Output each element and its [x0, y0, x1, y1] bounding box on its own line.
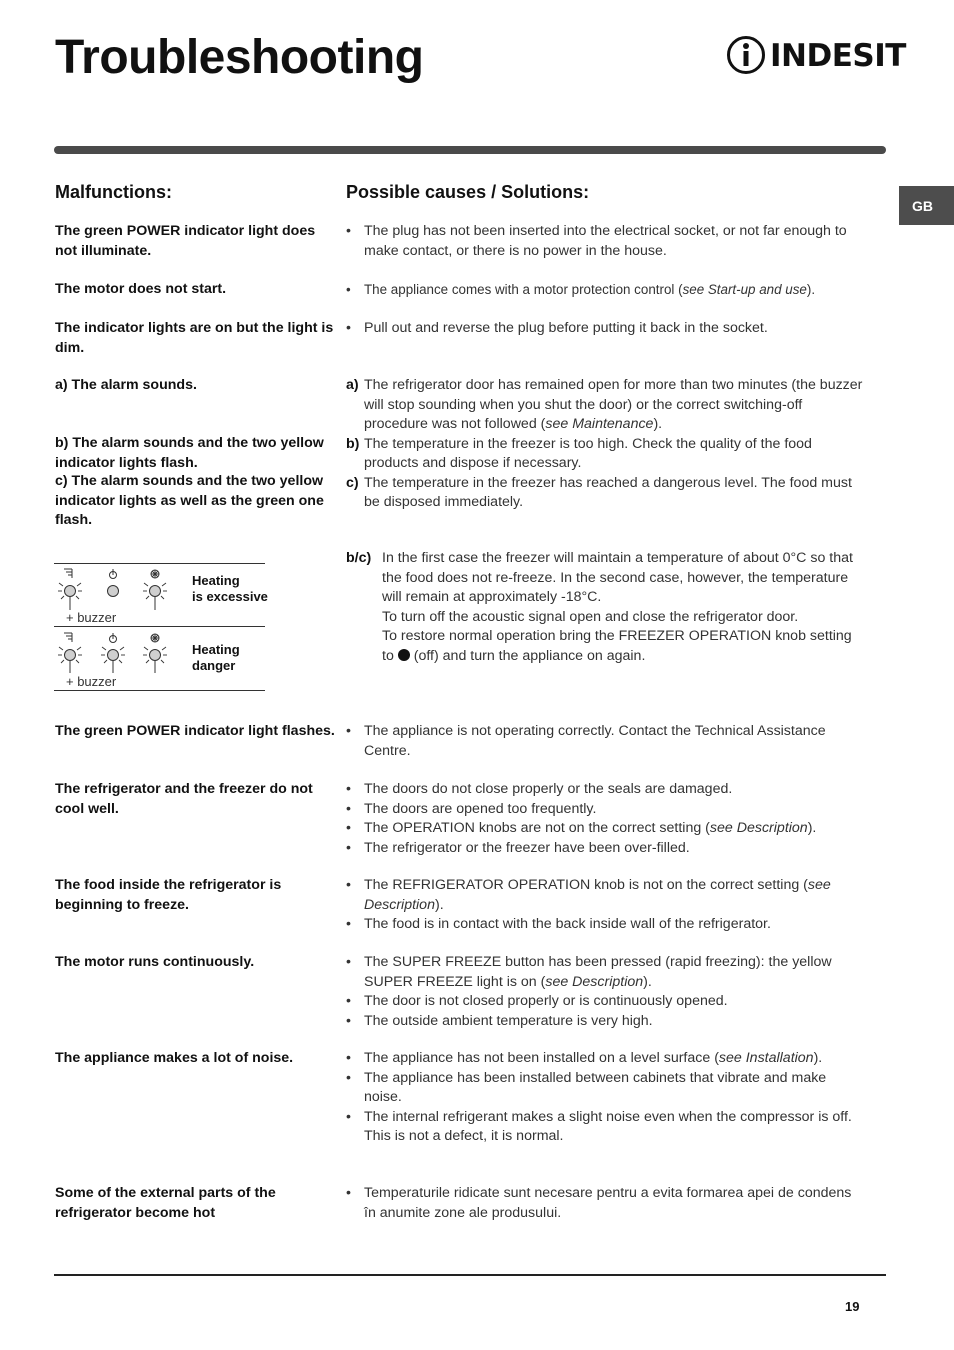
list-item: • The refrigerator or the freezer have been over-filled. [346, 839, 866, 859]
solution-motor-continuous [346, 953, 866, 1031]
alarm-a-text: a) The refrigerator door has remained open for more than two minutes (the buzzer will stop sounding when you shut the door) or the correct switching-off procedure was not followed (see Maintenance). [346, 377, 863, 432]
malfunctions-heading: Malfunctions: [55, 182, 172, 202]
solution-noise [346, 1049, 866, 1147]
malfunction-hot-parts: Some of the external parts of the refrigerator become hot [55, 1185, 276, 1221]
solution-dim-light [346, 319, 866, 339]
malfunction-alarm-a: a) The alarm sounds. [55, 377, 197, 393]
panel-label-danger: Heating danger [192, 642, 240, 673]
list-item: • The door is not closed properly or is continuously opened. [346, 992, 866, 1012]
list-item: • The OPERATION knobs are not on the correct setting (see Description). [346, 819, 866, 839]
solution-power-light [346, 222, 866, 261]
page-title: Troubleshooting [55, 31, 424, 84]
list-item: • The outside ambient temperature is very high. [346, 1012, 866, 1032]
list-item: • The plug has not been inserted into the electrical socket, or not far enough to make contact, or there is no power in the house. [346, 222, 866, 261]
malfunction-motor-start: The motor does not start. [55, 281, 227, 297]
solution-power-flash [346, 722, 866, 761]
malfunction-food-freezing: The food inside the refrigerator is beginning to freeze. [55, 877, 282, 913]
solution-alarm [346, 376, 866, 513]
list-item: • The internal refrigerant makes a slight noise even when the compressor is off. This is not a defect, it is normal. [346, 1108, 866, 1147]
solution-hot-parts [346, 1184, 866, 1223]
list-item: • The appliance has not been installed on a level surface (see Installation). [346, 1049, 866, 1069]
list-item: • The appliance comes with a motor protection control (see Start-up and use). [346, 280, 866, 300]
list-item: • The appliance has been installed between cabinets that vibrate and make noise. [346, 1069, 866, 1108]
malfunction-alarm-b: b) The alarm sounds and the two yellow indicator lights flash. [55, 435, 324, 471]
indesit-logo [726, 34, 906, 76]
footer-divider [54, 1274, 886, 1276]
language-tab[interactable]: GB [899, 186, 954, 225]
list-item: • The doors do not close properly or the seals are damaged. [346, 780, 866, 800]
brand-i-icon [726, 34, 766, 76]
power-symbol-icon [110, 569, 117, 579]
list-item: • The REFRIGERATOR OPERATION knob is not on the correct setting (see Description). [346, 876, 866, 915]
malfunction-dim-light: The indicator lights are on but the light is dim. [55, 320, 334, 356]
alarm-b-text: b) The temperature in the freezer is too high. Check the quality of the food products and dispose if necessary. [346, 435, 812, 471]
off-position-icon [398, 649, 410, 661]
indicator-lights-diagram [54, 563, 184, 691]
malfunction-motor-continuous: The motor runs continuously. [55, 954, 255, 970]
malfunction-not-cooling: The refrigerator and the freezer do not cool well. [55, 781, 313, 817]
list-item: • Temperaturile ridicate sunt necesare pentru a evita formarea apei de condens în anumite zone ale produsului. [346, 1184, 866, 1223]
list-item: • The doors are opened too frequently. [346, 800, 866, 820]
list-item: • The SUPER FREEZE button has been pressed (rapid freezing): the yellow SUPER FREEZE light is on (see Description). [346, 953, 866, 992]
snowflake-icon [151, 570, 159, 578]
panel-label-excessive: Heating is excessive [192, 573, 268, 604]
list-item: • The appliance is not operating correctly. Contact the Technical Assistance Centre. [346, 722, 866, 761]
alarm-c-text: c) The temperature in the freezer has reached a dangerous level. The food must be disposed immediately. [346, 474, 852, 510]
page-number: 19 [845, 1299, 860, 1314]
solution-not-cooling [346, 780, 866, 858]
solution-food-freezing [346, 876, 866, 935]
list-item: • The food is in contact with the back inside wall of the refrigerator. [346, 915, 866, 935]
list-item: • Pull out and reverse the plug before putting it back in the socket. [346, 319, 866, 339]
malfunction-alarm-c: c) The alarm sounds and the two yellow indicator lights as well as the green one flash. [55, 473, 324, 528]
solution-motor-start [346, 280, 866, 300]
malfunction-power-flash: The green POWER indicator light flashes. [55, 723, 335, 739]
malfunction-noise: The appliance makes a lot of noise. [55, 1050, 294, 1066]
solution-alarm-bc: b/c) In the first case the freezer will maintain a temperature of about 0°C so that the food does not re-freeze. In the second case, however, the temperature will remain at approximately -18°C. To turn off the acoustic signal open and close the refrigerator door. To restore normal operation bring the FREEZER OPERATION knob setting to (off) and turn the appliance on again. [346, 550, 853, 664]
brand-wordmark: INDESIT [770, 38, 906, 74]
solutions-heading: Possible causes / Solutions: [346, 182, 590, 202]
malfunction-power-light: The green POWER indicator light does not illuminate. [55, 223, 316, 259]
thermometer-icon [64, 569, 72, 578]
header-divider [54, 146, 886, 154]
buzzer-label: + buzzer [66, 674, 117, 689]
buzzer-label: + buzzer [66, 610, 117, 625]
